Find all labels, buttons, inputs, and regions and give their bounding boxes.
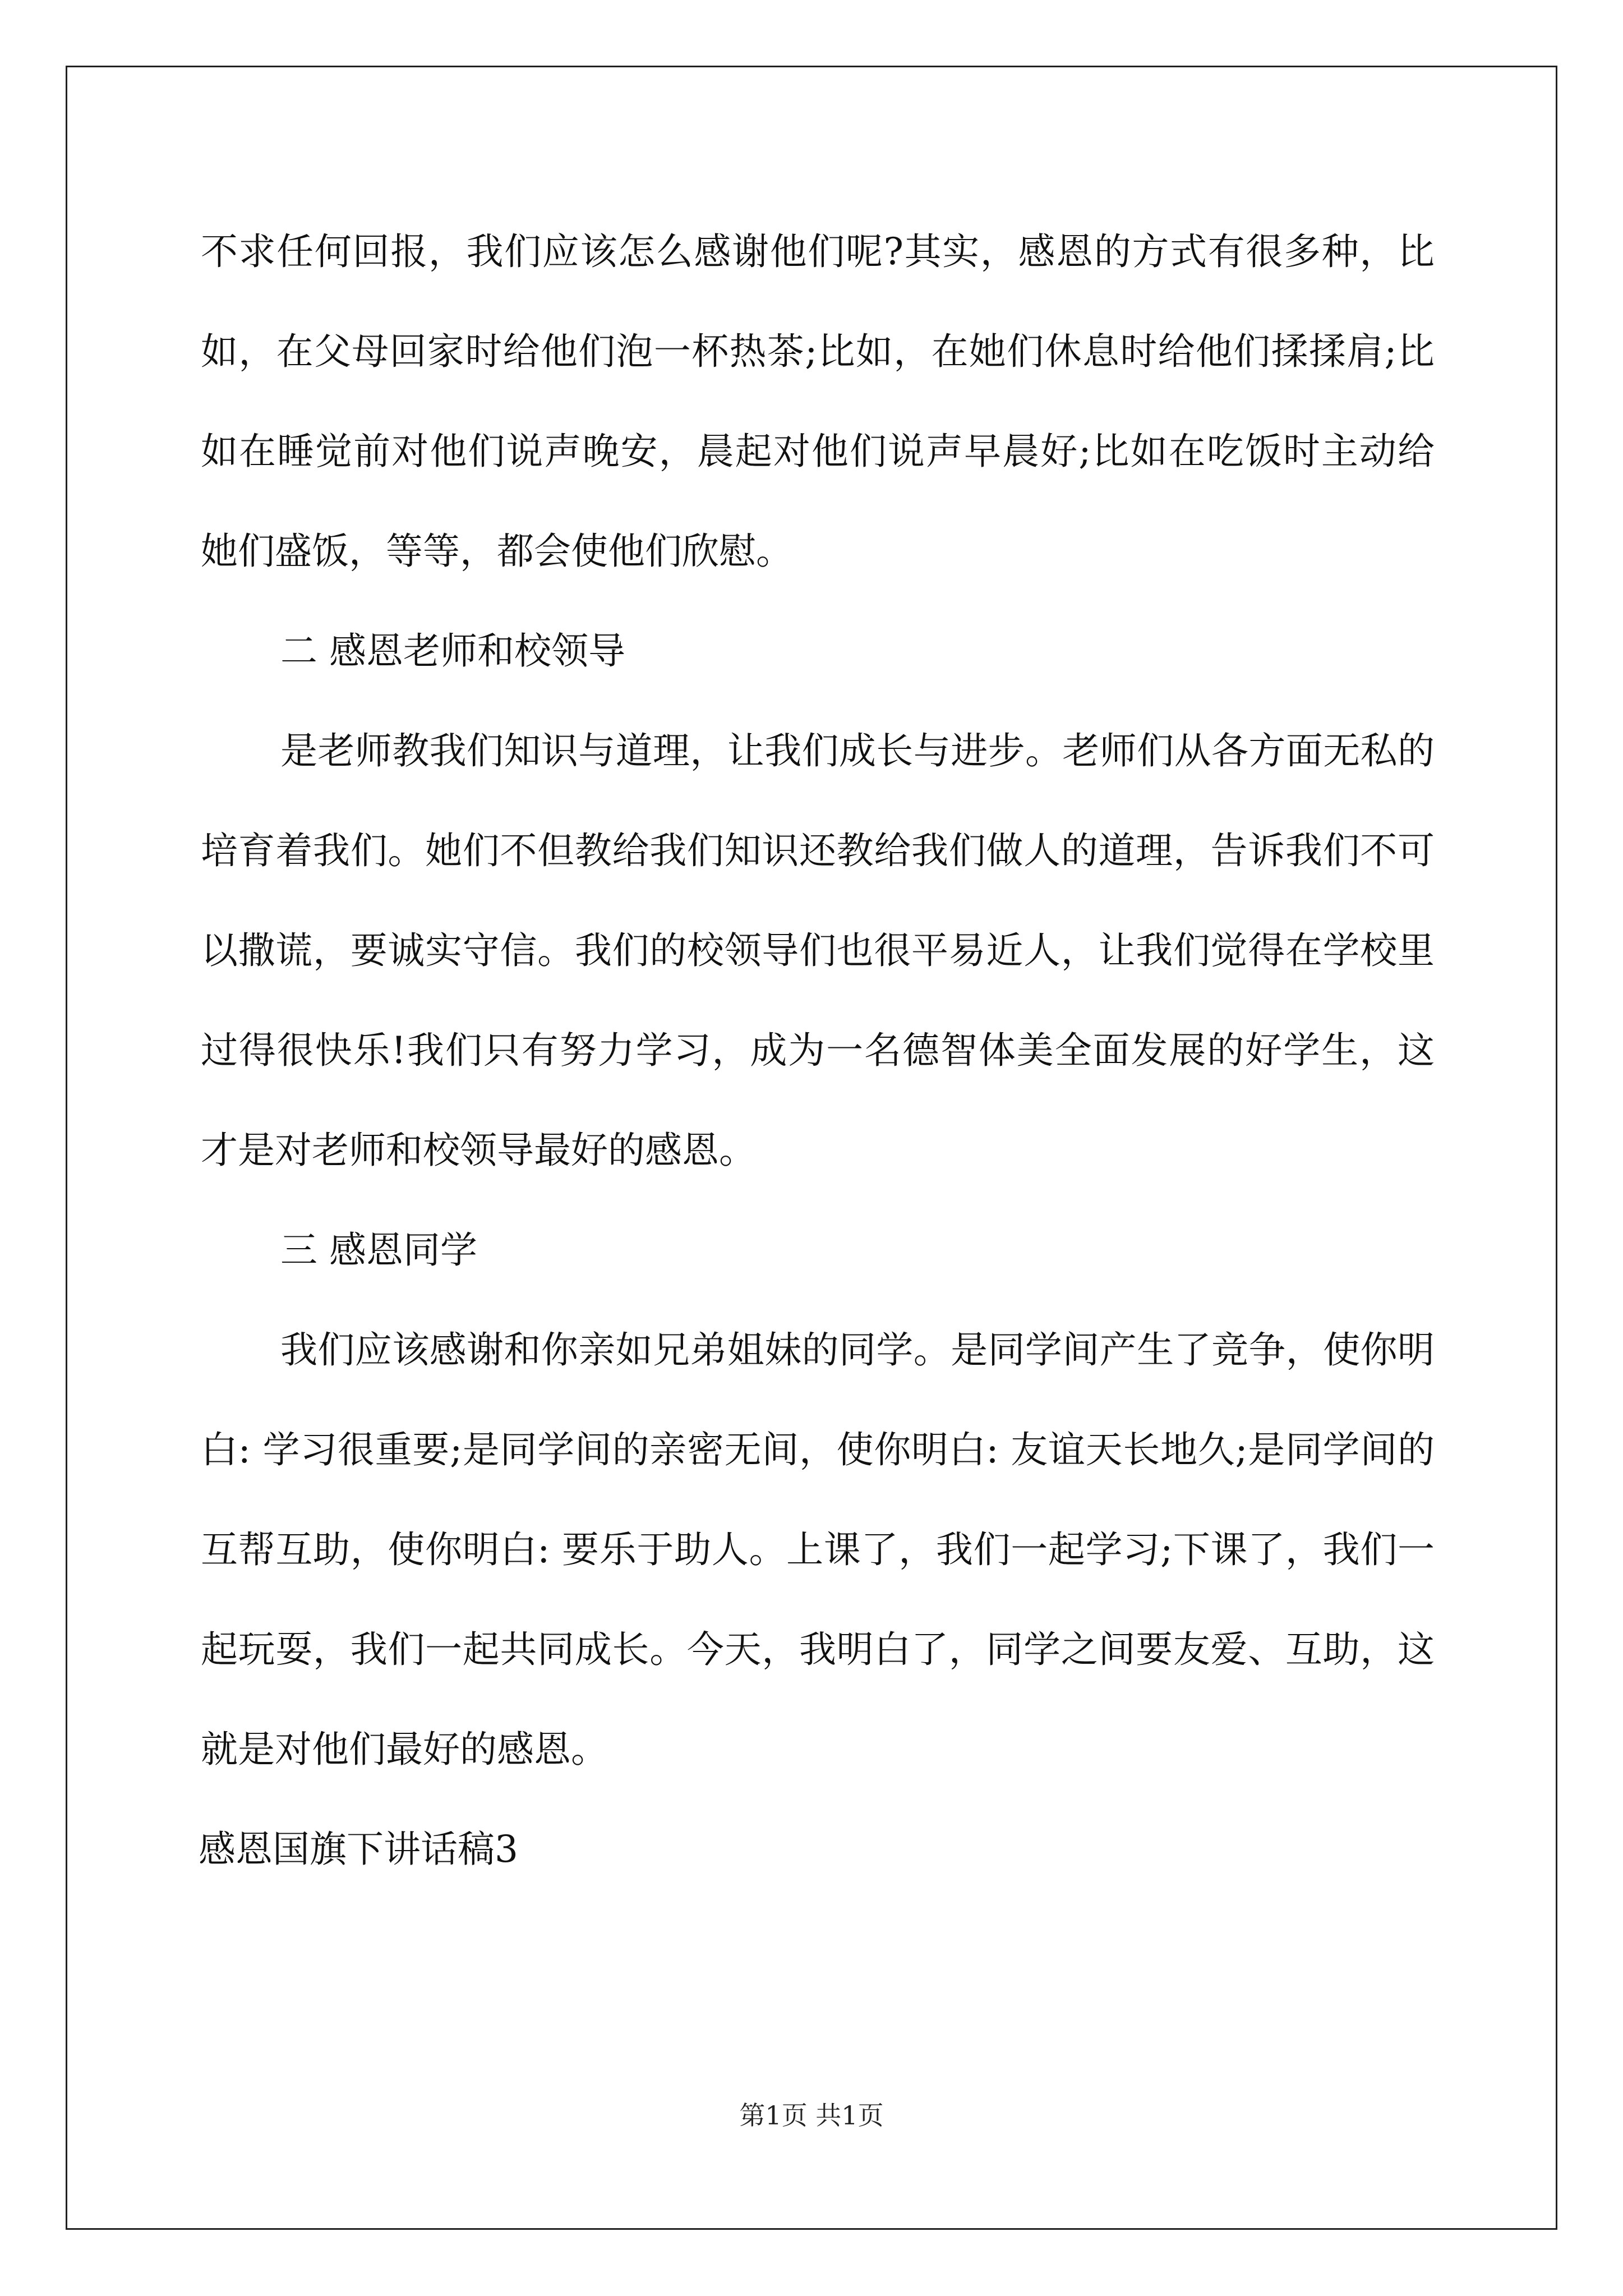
paragraph-gratitude-teachers: 是老师教我们知识与道理，让我们成长与进步。老师们从各方面无私的培育着我们。她们不但教给我们知识还教给我们做人的道理，告诉我们不可以撒谎，要诚实守信。我们的校领导们也很平易近人，让我们觉得在学校里过得很快乐!我们只有努力学习，成为一名德智体美全面发展的好学生，这才是对老师和校领导最好的感恩。 — [201, 729, 1435, 1172]
paragraph-gratitude-parents: 不求任何回报，我们应该怎么感谢他们呢?其实，感恩的方式有很多种，比如，在父母回家时给他们泡一杯热茶;比如，在她们休息时给他们揉揉肩;比如在睡觉前对他们说声晚安，晨起对他们说声早晨好;比如在吃饭时主动给她们盛饭，等等，都会使他们欣慰。 — [201, 230, 1435, 573]
section-heading-classmates: 三 感恩同学 — [280, 1228, 477, 1272]
document-body — [201, 202, 1435, 1899]
next-speech-title: 感恩国旗下讲话稿3 — [199, 1828, 518, 1871]
page-footer: 第1页 共1页 — [739, 2100, 884, 2131]
paragraph-gratitude-classmates: 我们应该感谢和你亲如兄弟姐妹的同学。是同学间产生了竞争，使你明白: 学习很重要;是同学间的亲密无间，使你明白: 友谊天长地久;是同学间的互帮互助，使你明白: 要乐于助人。上课了，我们一起学习;下课了，我们一起玩耍，我们一起共同成长。今天，我明白了，同学之间要友爱、互助，这就是对他们最好的感恩。 — [201, 1328, 1435, 1771]
section-heading-teachers: 二 感恩老师和校领导 — [280, 629, 625, 673]
